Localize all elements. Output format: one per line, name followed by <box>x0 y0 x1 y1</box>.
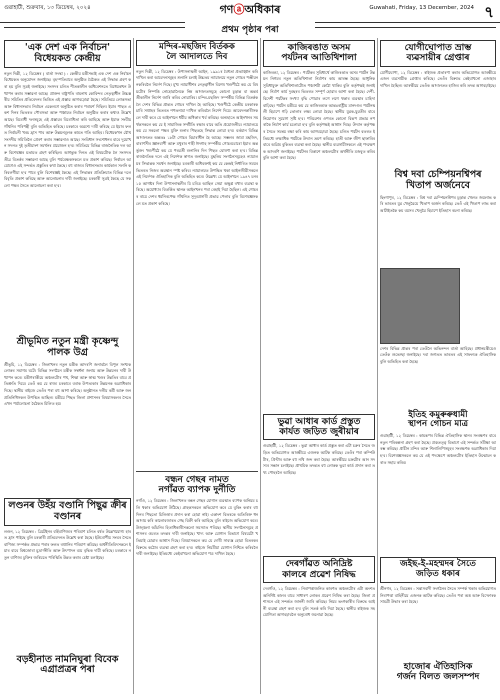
column-3 <box>263 40 375 694</box>
article-11-body: ছিংগাপুৰ, ১২ ডিচেম্বৰ : বিশ্ব দবা চেম্পিয়নশ্বিপৰ চূড়ান্ত খেলত জয়লাভ কৰি ভাৰতৰ যুৱ খেলুৱৈয়ে খিতাপ অৰ্জন কৰিছে। তেওঁ এই খিতাপ লাভ কৰা আটাইতকৈ কম বয়সৰ খেলুৱৈ হিচাপে ইতিহাস ৰচনা কৰিছে। <box>380 194 496 213</box>
article-7-headline-line-2: পৰ্যটনৰ আতিথিশালা <box>281 53 357 64</box>
article-14-headline-line-2: গৰ্জন বিলত জলসম্পদ <box>396 672 480 683</box>
article-13-body: শ্ৰীনগৰ, ১২ ডিচেম্বৰ : সন্ত্ৰাসবাদী সংগঠনৰ সৈতে সম্পৰ্ক থকাৰ অভিযোগত নিৰাপত্তা বাহিনীয়ে এজনক আটক কৰিছে। তেওঁৰ পৰা অস্ত্ৰ আৰু বিস্ফোৰক সামগ্ৰী উদ্ধাৰ কৰা হৈছে। <box>380 586 496 605</box>
logo-mark-icon: ⓐ <box>233 3 245 16</box>
article-8-headline-line-1: ভুৱা আধাৰ কাৰ্ড প্ৰস্তুত <box>277 416 361 427</box>
logo-text-2: অধিকাৰ <box>244 3 281 16</box>
article-9-headline-line-1: দেৰগাঁৱত অনিদ্ৰিষ্ট <box>285 559 353 570</box>
article-9-headline-line-2: কালৰে প্ৰৱেশ নিষিদ্ধ <box>282 569 356 580</box>
logo-text-1: গণ <box>219 3 234 16</box>
article-6-headline <box>136 475 258 496</box>
page-header <box>0 0 500 23</box>
article-8-headline-line-2: কাৰ্যত জড়িত জুৰীয়াৰ <box>279 427 359 438</box>
article-6-headline-line-2: নগাঁৱত ব্যাপক দুৰ্নীতি <box>158 485 236 496</box>
article-1-headline-line-2: বিধেয়কত কেন্দ্ৰীয় <box>34 52 101 64</box>
article-14-headline <box>380 662 496 683</box>
article-8-body: গুৱাহাটী, ১২ ডিচেম্বৰ : ভুৱা আধাৰ কাৰ্ড প্ৰস্তুত কৰা এটা চক্ৰৰ সৈতে জড়িত অভিযোগত আৰক্ষীয়ে এজনক আটক কৰিছে। তেওঁৰ পৰা কম্পিউটাৰ, প্ৰিণ্টাৰ আৰু বহু নথি জব্দ কৰা হৈছে। আৰক্ষীয়ে চক্ৰটোৰ আন সদস্যৰ সন্ধান চলাইছে। প্ৰাথমিক তদন্তত বহু লোকক ভুৱা কাৰ্ড প্ৰদান কৰা তথ্য পোহৰলৈ আহিছে। <box>263 443 375 475</box>
article-11-headline-line-1: বিশ্ব দবা চেম্পিয়নশ্বিপৰ <box>394 168 482 180</box>
banner-rule-right <box>315 27 496 28</box>
article-11-headline <box>380 170 496 192</box>
article-5-body: নতুন দিল্লী, ১২ ডিচেম্বৰ : উপাসনাস্থলী আইন, ১৯৯১ৰ বৈধতা প্ৰত্যাহ্বান কৰি দাখিল কৰা আবেদনসমূহৰ শুনানি চলাই উচ্চতম ন্যায়ালয়ে নতুন গোচৰ পঞ্জীয়ন নকৰিবলৈ নিৰ্দেশ দিছে। মুখ্য ন্যায়াধীশৰ নেতৃত্বাধীন বিশেষ খণ্ডপীঠে কয় যে বিষয়টোৰ নিষ্পত্তি নোহোৱালৈকে নিম্ন আদালতসমূহে কোনো চূড়ান্ত বা অন্তৰ্বৰ্তীকালীন নিৰ্দেশ জাৰি কৰিব নোৱাৰিব। মন্দিৰ-মছজিদ সম্পৰ্কীয় বিভিন্ন বিতৰ্কক লৈ দেশৰ বিভিন্ন প্ৰান্তত গোচৰ দাখিল হৈ আহিছে। খণ্ডপীঠে কেন্দ্ৰীয় চৰকাৰক চাৰি সপ্তাহৰ ভিতৰত শপতনামা দাখিল কৰিবলৈ নিৰ্দেশ দিয়ে। আবেদনকাৰীসকলে দাবী কৰে যে আইনখনে ধৰ্মীয় অধিকাৰ খৰ্ব কৰিছে। অন্যহাতে আইনখনৰ সমৰ্থকসকলে কয় যে ই সামাজিক সম্প্ৰীতি ৰক্ষাৰ বাবে অতি প্ৰয়োজনীয়। ন্যায়ালয়ে কয় যে সকলো পক্ষৰ যুক্তি শুনাৰ পিছতহে সিদ্ধান্ত লোৱা হ'ব। বৰ্তমান বিভিন্ন আদালতত অন্ততঃ ১৮টা গোচৰ বিচাৰাধীন হৈ আছে। সম্ভলৰ জামা মছজিদ, বাৰাণসীৰ জ্ঞানবাপী আৰু মথুৰাৰ শাহী ঈদগাহ সম্পৰ্কীয় গোচৰবোৰো ইয়াৰ অন্তৰ্ভুক্ত। খণ্ডপীঠে কয় যে পৰৱৰ্তী শুনানিৰ দিন পিছত ঘোষণা কৰা হ'ব। বিভিন্ন ৰাজনৈতিক দলে এই নিৰ্দেশক স্বাগত জনাইছে। মুছলিম সংগঠনসমূহেও ন্যায়ালয়ৰ সিদ্ধান্তক সমৰ্থন জনাইছে। চৰকাৰী অধিবক্তাই কয় যে কেন্দ্ৰই নিৰ্ধাৰিত সময়ৰ ভিতৰত নিজৰ অৱস্থান স্পষ্ট কৰিব। ন্যায়ালয়ত উপস্থিত থকা আইনজীৱীসকলে এই নিৰ্দেশক ঐতিহাসিক বুলি অভিহিত কৰে। উল্লেখ্য যে আইনখনে ১৯৪৭ চনৰ ১৫ আগষ্টৰ দিনা উপাসনাস্থলীৰ যি চৰিত্ৰ আছিল সেয়া অক্ষুণ্ণ ৰখাৰ ব্যৱস্থা কৰিছে। অযোধ্যাৰ বিতৰ্কিত স্থানক আইনখনৰ পৰা ৰেহাই দিয়া হৈছিল। এই গোচৰৰ ৰায়ে দেশৰ ধৰ্মনিৰপেক্ষ গাঁথনিত সুদূৰপ্ৰসাৰী প্ৰভাৱ পেলাব বুলি বিশেষজ্ঞসকলে মত প্ৰকাশ কৰিছে। <box>136 68 258 206</box>
article-7-headline-line-1: কাজিৰঙাত অসম <box>287 43 351 53</box>
header-date-english: Guwahati, Friday, 13 December, 2024 <box>369 5 474 11</box>
article-2-body: শ্ৰীভূমি, ১২ ডিচেম্বৰ : জিলাখনৰ নতুন মন্ত্ৰীক আদৰণি জনাবলৈ বিপুল সংখ্যক লোকৰ সমাগম ঘটে। বিভিন্ন সংগঠনে মন্ত্ৰীক সম্বৰ্ধনা জনায় আৰু উন্নয়নৰ দাবী উত্থাপন কৰে। মন্ত্ৰীগৰাকীয়ে অঞ্চলটোৰ পথ, শিক্ষা আৰু স্বাস্থ্য খণ্ডৰ উন্নতিৰ বাবে প্ৰতিশ্ৰুতি দিয়ে। তেওঁ কয় যে ৰাজ্য চৰকাৰে বৰাক উপত্যকাৰ উন্নয়নক অগ্ৰাধিকাৰ দিছে। স্থানীয় ৰাইজে তেওঁৰ পৰা বহু আশা কৰিছে। অনুষ্ঠানত দলীয় কৰ্মী আৰু জনপ্ৰতিনিধিসকল উপস্থিত আছিল। মন্ত্ৰীয়ে পিছত জিলা প্ৰশাসনৰ বিষয়াসকলৰ সৈতে এখন পৰ্যালোচনা বৈঠকত মিলিত হয়। <box>4 361 131 407</box>
section-banner: প্ৰথম পৃষ্ঠাৰ পৰা <box>185 22 315 34</box>
banner-rule-left <box>4 27 185 28</box>
article-5-headline-line-2: লৈ আদালতে দিব <box>166 51 228 62</box>
article-13-headline-line-2: জড়িত ধকাৰ <box>416 569 460 580</box>
article-1-headline <box>4 40 131 68</box>
column-1 <box>4 40 131 694</box>
article-5-headline-line-1: মন্দিৰ-মছজিদ বিৰ্তকক <box>159 42 235 52</box>
article-1-headline-line-1: 'এক দেশ এক নিৰ্বাচন' <box>24 42 111 53</box>
article-5-headline <box>136 40 258 66</box>
article-10-headline <box>380 40 496 67</box>
article-6-body: নগাঁও, ১২ ডিচেম্বৰ : জিলাখনত ৰন্ধন গেছৰ যোগান ব্যৱস্থাত ব্যাপক অনিয়ম চলি থকাৰ অভিযোগ উঠিছে। গ্ৰাহকসকলে অভিযোগ কৰে যে বুকিং কৰাৰ বহু দিনৰ পিছতো চিলিণ্ডাৰ প্ৰদান কৰা হোৱা নাই। একাংশ বিতৰকে অতিৰিক্ত ধন আদায় কৰি কালোবজাৰত গেছ বিক্ৰী কৰি আহিছে বুলি ৰাইজে অভিযোগ কৰে। উজ্জ্বলা আঁচনিৰ হিতাধিকাৰীসকলো সমস্যাত পৰিছে। স্থানীয় সংগঠনসমূহে প্ৰশাসনৰ ওচৰত তদন্তৰ দাবী জনাইছে। খাদ্য আৰু যোগান বিভাগে বিষয়টো খতিয়াই চোৱাৰ আশ্বাস দিছে। বিষয়াসকলে কয় যে দোষী সাব্যস্ত হোৱা বিতৰকৰ বিৰুদ্ধে কঠোৰ ব্যৱস্থা গ্ৰহণ কৰা হ'ব। ৰাইজে নিয়মীয়া যোগান নিশ্চিত কৰিবলৈ দাবী জনাইছে। ইতিমধ্যে কেইবাখনো অভিযোগ পত্ৰ দাখিল হৈছে। <box>136 498 258 557</box>
column-separator <box>133 38 134 694</box>
article-12-headline <box>380 411 496 431</box>
column-4 <box>380 40 496 694</box>
article-10-body: যোগীঘোপা, ১২ ডিচেম্বৰ : ৰাইজক প্ৰতাৰণা কৰাৰ অভিযোগত আৰক্ষীয়ে এজন ব্যৱসায়ীক গ্ৰেপ্তাৰ কৰিছে। তেওঁৰ বিৰুদ্ধে কেইবাখনো এজাহাৰ দাখিল হৈছিল। আৰক্ষীয়ে তেওঁক আদালতত হাজিৰ কৰি তদন্ত আগবঢ়াইছে। <box>380 69 496 88</box>
article-11-body-continued: দেশৰ বিভিন্ন প্ৰান্তৰ পৰা তেওঁলৈ অভিনন্দন বাৰ্তা আহিছে। প্ৰধানমন্ত্ৰীয়েও তেওঁক শুভেচ্ছা জনাইছে। দবা জগতত ভাৰতৰ এই সাফল্যক ঐতিহাসিক বুলি অভিহিত কৰা হৈছে। <box>380 345 496 364</box>
article-4-headline: বড়হীনাত নামনিঘুৰা বিবেক এগ্ৰাপ্ৰত্ৰৰ পৰা <box>16 653 119 676</box>
column-separator <box>377 38 378 694</box>
masthead-logo <box>210 1 290 19</box>
header-date-assamese: গুৱাহাটী, শুক্ৰবাৰ, ১৩ ডিচেম্বৰ, ২০২৪ <box>4 5 91 11</box>
section-divider <box>136 471 258 472</box>
article-3-headline: লণ্ডনৰ উহঁয় বণ্ডানি পিছুৱ ক্ৰীৰ বণ্ডানৰ <box>4 498 131 526</box>
article-10-headline-line-2: ব্যৱসায়ীৰ গ্ৰেপ্তাৰ <box>406 53 470 64</box>
column-separator <box>260 38 261 694</box>
article-11-headline-line-2: খিতাপ অৰ্জনেবে <box>406 179 470 191</box>
article-3-body: লণ্ডন, ১২ ডিচেম্বৰ : ব্ৰিটেইনৰ বৰ্হিবাণিজ্যৰ পৰিমাণ চলিত বৰ্ষত উল্লেখযোগ্য হাৰত হ্ৰাস পাইছে বুলি চৰকাৰী প্ৰতিবেদনত উল্লেখ কৰা হৈছে। ইউৰোপীয় সংঘৰ সৈতে বাণিজ্য সম্পৰ্কত প্ৰভাৱ পৰাৰ ফলত ৰপ্তানিৰ পৰিমাণ কমিছে। অৰ্থনীতিবিদসকলে ইয়াৰ বাবে বিশ্বজোৰা মুদ্ৰাস্ফীতি আৰু উৎপাদন ব্যয় বৃদ্ধিক দায়ী কৰিছে। চৰকাৰে নতুন বাণিজ্য চুক্তিৰ জৰিয়তে পৰিস্থিতি উন্নত কৰাৰ চেষ্টা চলাইছে। <box>4 528 131 560</box>
article-9-body: দেৰগাঁও, ১২ ডিচেম্বৰ : নিৰাপত্তাজনিত কাৰণত অঞ্চলটোৰ এটা অংশত অনিৰ্দিষ্ট কালৰ বাবে সাধাৰণ লোকৰ প্ৰৱেশ নিষিদ্ধ কৰা হৈছে। জিলা প্ৰশাসনে এই সন্দৰ্ভত জাননী জাৰি কৰিছে। নিয়ম ভংগকাৰীৰ বিৰুদ্ধে আইনী ব্যৱস্থা গ্ৰহণ কৰা হ'ব বুলি সতৰ্ক কৰি দিয়া হৈছে। স্থানীয় ৰাইজক সহযোগিতা আগবঢ়াবলৈ অনুৰোধ জনোৱা হৈছে। <box>263 586 375 618</box>
article-13-headline <box>380 557 496 583</box>
article-7-headline <box>263 40 375 67</box>
article-14-headline-line-1: হাজোৰ ঐতিহাসিক <box>403 662 473 673</box>
article-6-headline-line-1: বন্ধন গেছৰ নামত <box>165 474 229 485</box>
article-9-headline <box>263 556 375 583</box>
article-12-body: গুৱাহাটী, ১২ ডিচেম্বৰ : কামৰূপৰ বিভিন্ন ঐতিহাসিক স্থানৰ সংৰক্ষণৰ বাবে নতুন পৰিকল্পনা গ্ৰহণ কৰা হৈছে। প্ৰত্নতত্ত্ব বিভাগে এই সন্দৰ্ভত সমীক্ষা আৰম্ভ কৰিছে। প্ৰাচীন মন্দিৰ আৰু শিলালিপিসমূহৰ সংৰক্ষণক অগ্ৰাধিকাৰ দিয়া হ'ব। বিশেষজ্ঞসকলে কয় যে এই পদক্ষেপে অঞ্চলটোৰ ইতিহাস উন্মোচন কৰাত সহায় কৰিব। <box>380 433 496 465</box>
article-10-headline-line-1: যোগীঘোপাত ভ্ৰাম্ভ <box>404 43 472 53</box>
article-2-headline: শ্ৰীভূমিত নতুন মন্ত্ৰী কৃষ্ণেন্দু পালক উগ্ৰ <box>16 335 119 358</box>
article-12-headline-line-1: ইতিহ কমুৰুৰুধামী <box>408 409 468 420</box>
article-7-body: কাজিৰঙা, ১২ ডিচেম্বৰ : পৰ্যটকৰ সুবিধাৰ্থে কাজিৰঙাত অসম পৰ্যটন উন্নয়ন নিগমৰ নতুন অতিথিশালা নিৰ্মাণৰ কাম আৰম্ভ হৈছে। আধুনিক সুবিধাযুক্ত অতিথিশালাটোত পঞ্চাশটা কোঠা থাকিব বুলি কৰ্তৃপক্ষই জনাইছে। নিৰ্মাণ কাৰ্য দুবছৰৰ ভিতৰত সম্পূৰ্ণ হোৱাৰ আশা কৰা হৈছে। দেশী-বিদেশী পৰ্যটকৰ সংখ্যা বৃদ্ধি পোৱাৰ লগে লগে থকাৰ ব্যৱস্থাৰ চাহিদা বাঢ়িছে। পৰ্যটন মন্ত্ৰীয়ে কয় যে কাজিৰঙাক আন্তঃৰাষ্ট্ৰীয় মানদণ্ডৰ পৰ্যটনস্থলী হিচাপে গঢ়ি তোলাৰ লক্ষ্য লোৱা হৈছে। স্থানীয় যুৱক-যুৱতীৰ বাবে নিয়োগৰ সুযোগ সৃষ্টি হ'ব। পৰিৱেশৰ ওপৰত কোনো বিৰূপ প্ৰভাৱ নপৰাকৈ নিৰ্মাণ কাৰ্য চলোৱা হ'ব বুলি কৰ্তৃপক্ষই আশ্বাস দিছে। উদ্যান কৰ্তৃপক্ষৰ সৈতে সমন্বয় ৰক্ষা কৰি কাম আগবঢ়োৱা হৈছে। চলিত পৰ্যটন বতৰত ইতিমধ্যে লক্ষাধিক পৰ্যটকে উদ্যান ভ্ৰমণ কৰিছে। হাতী আৰু জীপ ছাফাৰিৰ বাবে অগ্ৰিম বুকিঙৰ ব্যৱস্থা কৰা হৈছে। স্থানীয় ব্যৱসায়ীসকলে এই পদক্ষেপক আদৰণি জনাইছে। পৰ্যটনৰ বিকাশে অঞ্চলটোৰ অৰ্থনীতি মজবুত কৰিব বুলি আশা কৰা হৈছে। <box>263 69 375 161</box>
article-8-headline <box>263 414 375 441</box>
article-13-headline-line-1: জইছ-ই-মহম্মদৰ সৈতে <box>399 559 477 570</box>
news-photo <box>380 268 460 344</box>
article-12-headline-line-2: স্থাপন গোচন মাত্ৰ <box>407 419 469 430</box>
page-number: ৭ <box>484 3 494 21</box>
column-2 <box>136 40 258 694</box>
article-1-body: নতুন দিল্লী, ১২ ডিচেম্বৰ ( বাৰ্তা সংস্থা ) : কেন্দ্ৰীয় মন্ত্ৰীসভাই এক দেশ এক নিৰ্বাচন বিধেয়কত অনুমোদন জনাইছে। বৃহস্পতিবাৰে অনুষ্ঠিত বৈঠকত এই সিদ্ধান্ত গ্ৰহণ কৰা হয় বুলি সূত্ৰই জনাইছে। সংসদৰ চলিত শীতকালীন অধিবেশনতে বিধেয়কখন উত্থাপন কৰাৰ সম্ভাৱনা আছে। প্ৰাক্তন ৰাষ্ট্ৰপতি ৰামনাথ কোবিন্দৰ নেতৃত্বাধীন উচ্চস্তৰীয় সমিতিৰ প্ৰতিবেদনৰ ভিত্তিত এই প্ৰস্তাৱ আগবঢ়োৱা হৈছে। সমিতিয়ে লোকসভা আৰু বিধানসভাৰ নিৰ্বাচন একেলগে অনুষ্ঠিত কৰাৰ পৰামৰ্শ দিছিল। ইয়াৰ পাছত একশ দিনৰ ভিতৰত পৌৰসভা আৰু পঞ্চায়ত নিৰ্বাচন অনুষ্ঠিত কৰাৰ কথাও উল্লেখ আছে। বিৰোধী দলসমূহে এই প্ৰস্তাৱৰ বিৰোধিতা কৰি আহিছে আৰু ইয়াক সংঘীয় গাঁথনিৰ পৰিপন্থী বুলি অভিহিত কৰিছে। চৰকাৰে অৱশ্যে দাবী কৰিছে যে ইয়াৰ ফলত নিৰ্বাচনী খৰচ হ্ৰাস পাব আৰু উন্নয়নমূলক কামত গতি আহিব। বিধেয়কখন যৌথ সংসদীয় সমিতিলৈ প্ৰেৰণ কৰাৰ সম্ভাৱনাও আছে। সংবিধান সংশোধনৰ বাবে দুয়োখন সদনত দুই তৃতীয়াংশ সমৰ্থনৰ প্ৰয়োজন হ'ব। সমিতিয়ে বিভিন্ন ৰাজনৈতিক দল আৰু বিশেষজ্ঞৰ মতামত গ্ৰহণ কৰিছিল। আগন্তুক দিনত এই বিষয়টোক লৈ সংসদত তীব্ৰ বিতৰ্কৰ সম্ভাৱনা আছে বুলি পৰ্যবেক্ষকসকলে মত প্ৰকাশ কৰিছে। নিৰ্বাচন আয়োগেও এই সন্দৰ্ভত প্ৰস্তুতিৰ কথা কৈছে। বহু ৰাজ্যৰ বিধানসভাৰ কাৰ্যকাল সলনি কৰিবলগীয়া হ'ব পাৰে বুলি বিশেষজ্ঞই কৈছে। এই সিদ্ধান্তৰ প্ৰতিক্ৰিয়াত বিভিন্ন দলে বিবৃতি প্ৰকাশ কৰিছে আৰু আলোচনাৰ দাবী জনাইছে। চৰকাৰী সূত্ৰই কৈছে যে সকলো পক্ষৰ সৈতে আলোচনা কৰা হ'ব। <box>4 70 131 188</box>
